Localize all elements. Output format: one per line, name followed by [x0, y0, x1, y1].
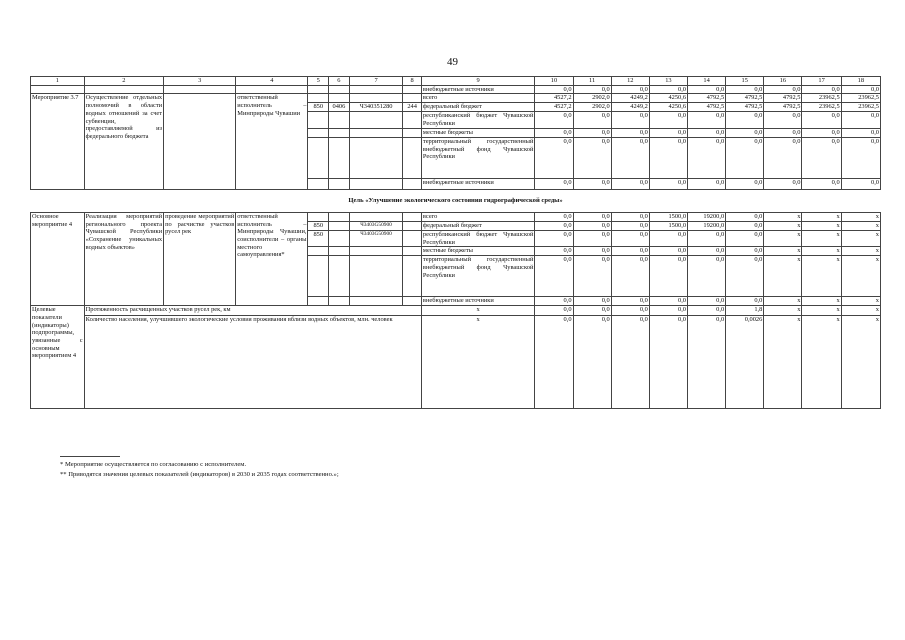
column-header: 10: [535, 77, 573, 86]
column-header: 14: [688, 77, 726, 86]
value-cell: 0,0: [649, 230, 687, 246]
value-cell: 0,0: [611, 316, 649, 409]
value-cell: 0,0: [802, 112, 841, 128]
value-cell: 23962,5: [802, 94, 841, 103]
value-cell: 0,0: [611, 178, 649, 189]
value-cell: 4249,2: [611, 103, 649, 112]
value-cell: x: [841, 212, 880, 221]
value-cell: 0,0: [573, 297, 611, 306]
table-cell: [329, 256, 350, 297]
code-cell: 244: [403, 103, 422, 112]
column-header: 1: [31, 77, 85, 86]
code-cell: [308, 178, 329, 189]
value-cell: 4527,2: [535, 103, 573, 112]
table-cell: [403, 212, 422, 221]
value-cell: 0,0: [573, 306, 611, 316]
value-cell: 0,0: [688, 297, 726, 306]
column-header: 3: [164, 77, 236, 86]
code-cell: [308, 256, 329, 297]
code-cell: [329, 178, 350, 189]
value-cell: 0,0: [688, 306, 726, 316]
code-cell: [349, 178, 403, 189]
value-cell: x: [802, 297, 841, 306]
value-cell: 0,0: [726, 221, 764, 230]
value-cell: 19200,0: [688, 212, 726, 221]
funding-source: внебюджетные источники: [421, 297, 534, 306]
value-cell: 0,0: [535, 221, 573, 230]
value-cell: x: [764, 212, 802, 221]
value-cell: 0,0: [649, 112, 687, 128]
table-cell: [403, 247, 422, 256]
table-cell: [403, 297, 422, 306]
value-cell: 0,0: [573, 247, 611, 256]
table-cell: [403, 221, 422, 230]
table-cell: [236, 85, 308, 94]
value-cell: x: [841, 247, 880, 256]
measure-activity: проведение мероприятий по расчистке участков русел рек: [164, 212, 236, 305]
goal-title: Цель «Улучшение экологического состояния гидрографической среды»: [31, 189, 881, 212]
indicator-text: Протяженность расчищенных участков русел рек, км: [84, 306, 421, 316]
indicator-unit: x: [421, 306, 534, 316]
value-cell: 19200,0: [688, 221, 726, 230]
value-cell: 23962,5: [841, 94, 880, 103]
column-header: 9: [421, 77, 534, 86]
value-cell: 0,0: [764, 128, 802, 137]
funding-source: всего: [421, 212, 534, 221]
value-cell: 0,0: [688, 137, 726, 178]
column-header: 8: [403, 77, 422, 86]
column-header: 2: [84, 77, 163, 86]
indicators-label: Целевые показатели (индикаторы) подпрограммы, увязанные с основным мероприятием 4: [31, 306, 85, 409]
code-cell: [349, 94, 403, 103]
program-table: [30, 76, 881, 409]
value-cell: 0,0: [726, 85, 764, 94]
value-cell: x: [764, 221, 802, 230]
value-cell: 0,0: [535, 256, 573, 297]
code-cell: [403, 178, 422, 189]
code-cell: [329, 112, 350, 128]
value-cell: 0,0: [611, 85, 649, 94]
value-cell: 4249,2: [611, 94, 649, 103]
code-cell: [308, 212, 329, 221]
value-cell: 0,0: [611, 230, 649, 246]
table-row: [31, 212, 881, 221]
value-cell: 4527,2: [535, 94, 573, 103]
funding-source: территориальный государственный внебюджетный фонд Чувашской Республики: [421, 256, 534, 297]
value-cell: 0,0: [726, 112, 764, 128]
value-cell: 0,0: [688, 85, 726, 94]
code-cell: Ч3403G50900: [349, 221, 403, 230]
value-cell: 0,0: [535, 137, 573, 178]
funding-source: федеральный бюджет: [421, 221, 534, 230]
table-cell: [308, 85, 329, 94]
footnote-1: * Мероприятие осуществляется по согласованию с исполнителем.: [60, 461, 247, 468]
code-cell: 0406: [329, 103, 350, 112]
column-header: 5: [308, 77, 329, 86]
responsible: ответственный исполнитель – Минприроды Чувашии, соисполнители – органы местного самоуправления*: [236, 212, 308, 305]
column-header: 17: [802, 77, 841, 86]
code-cell: 850: [308, 103, 329, 112]
code-cell: [329, 137, 350, 178]
table-cell: [403, 230, 422, 246]
value-cell: 0,0: [726, 178, 764, 189]
value-cell: x: [802, 247, 841, 256]
value-cell: 0,0: [573, 85, 611, 94]
code-cell: 850: [308, 221, 329, 230]
code-cell: [349, 297, 403, 306]
table-cell: [349, 85, 403, 94]
value-cell: 0,0: [841, 178, 880, 189]
value-cell: 0,0: [573, 128, 611, 137]
code-cell: [308, 112, 329, 128]
value-cell: 4792,5: [726, 103, 764, 112]
column-header: 7: [349, 77, 403, 86]
value-cell: 0,0: [573, 212, 611, 221]
code-cell: [403, 112, 422, 128]
code-cell: Ч3403G50900: [349, 230, 403, 246]
value-cell: 4792,5: [726, 94, 764, 103]
funding-source: федеральный бюджет: [421, 103, 534, 112]
value-cell: 0,0: [535, 316, 573, 409]
code-cell: [308, 137, 329, 178]
value-cell: x: [802, 316, 841, 409]
table-cell: [403, 256, 422, 297]
measure-description: Осуществление отдельных полномочий в области водных отношений за счет субвенции, предоставляемой из федерального бюджета: [84, 94, 163, 189]
code-cell: [349, 247, 403, 256]
table-cell: [329, 247, 350, 256]
value-cell: 1500,0: [649, 212, 687, 221]
value-cell: 0,0: [688, 256, 726, 297]
table-cell: [164, 94, 236, 189]
code-cell: [308, 94, 329, 103]
value-cell: 0,0: [841, 112, 880, 128]
funding-source: всего: [421, 94, 534, 103]
value-cell: x: [841, 256, 880, 297]
value-cell: 0,0: [726, 297, 764, 306]
value-cell: 0,0: [649, 137, 687, 178]
value-cell: 0,0: [688, 316, 726, 409]
value-cell: 4792,5: [764, 94, 802, 103]
value-cell: 0,0: [802, 128, 841, 137]
value-cell: x: [764, 256, 802, 297]
value-cell: 0,0: [802, 137, 841, 178]
table-cell: [329, 230, 350, 246]
header-row: [31, 77, 881, 86]
value-cell: x: [764, 306, 802, 316]
column-header: 15: [726, 77, 764, 86]
table-cell: [164, 85, 236, 94]
funding-source: республиканский бюджет Чувашской Республики: [422, 230, 534, 246]
value-cell: 0,0: [573, 221, 611, 230]
value-cell: 0,0: [535, 128, 573, 137]
value-cell: x: [841, 221, 880, 230]
measure-description: Реализация мероприятий регионального проекта Чувашской Республики «Сохранение уникальных водных объектов»: [84, 212, 163, 305]
value-cell: 0,0: [688, 112, 726, 128]
value-cell: 0,0: [649, 128, 687, 137]
column-header: 6: [329, 77, 350, 86]
value-cell: x: [802, 221, 841, 230]
value-cell: 0,0: [688, 247, 726, 256]
value-cell: 0,0: [726, 137, 764, 178]
table-cell: [329, 221, 350, 230]
value-cell: x: [841, 306, 880, 316]
table-cell: [329, 212, 350, 221]
table-cell: [403, 85, 422, 94]
value-cell: 0,0: [573, 112, 611, 128]
value-cell: 0,0: [611, 128, 649, 137]
code-cell: [403, 128, 422, 137]
responsible: ответственный исполнитель – Минприроды Чувашии: [236, 94, 308, 189]
value-cell: 0,0: [573, 230, 611, 246]
value-cell: 0,0: [649, 256, 687, 297]
footnote-2: ** Приводятся значения целевых показателей (индикаторов) в 2030 и 2035 годах соответственно.»;: [60, 471, 339, 478]
code-cell: [329, 94, 350, 103]
value-cell: 4792,5: [688, 94, 726, 103]
value-cell: 0,0: [535, 178, 573, 189]
column-header: 18: [841, 77, 880, 86]
value-cell: 0,0: [764, 178, 802, 189]
value-cell: 0,0: [841, 137, 880, 178]
value-cell: 0,0: [688, 128, 726, 137]
value-cell: 0,0: [649, 306, 687, 316]
table-cell: [329, 297, 350, 306]
value-cell: 0,0: [649, 178, 687, 189]
code-cell: [349, 137, 403, 178]
measure-name: Мероприятие 3.7: [31, 94, 85, 189]
value-cell: 4250,6: [649, 103, 687, 112]
value-cell: x: [764, 316, 802, 409]
value-cell: 0,0: [802, 178, 841, 189]
code-cell: [329, 128, 350, 137]
value-cell: 0,0: [535, 230, 573, 246]
value-cell: 0,0: [611, 306, 649, 316]
value-cell: 0,0: [611, 212, 649, 221]
code-cell: [308, 128, 329, 137]
value-cell: 2902,0: [573, 103, 611, 112]
value-cell: 0,0: [764, 112, 802, 128]
value-cell: 0,0: [841, 128, 880, 137]
funding-source: республиканский бюджет Чувашской Республики: [422, 112, 534, 128]
value-cell: 0,0: [726, 128, 764, 137]
table-cell: [31, 85, 85, 94]
column-header: 11: [573, 77, 611, 86]
funding-source: внебюджетные источники: [421, 178, 534, 189]
value-cell: 0,0: [764, 137, 802, 178]
value-cell: 0,0: [688, 178, 726, 189]
column-header: 16: [764, 77, 802, 86]
value-cell: x: [802, 306, 841, 316]
footnote-separator: [60, 456, 120, 457]
value-cell: x: [841, 297, 880, 306]
value-cell: 0,0: [726, 230, 764, 246]
value-cell: 0,0: [535, 297, 573, 306]
value-cell: 0,0: [764, 85, 802, 94]
table-cell: [84, 85, 163, 94]
page-number: 49: [447, 56, 458, 68]
value-cell: 0,0: [611, 297, 649, 306]
value-cell: 0,0026: [726, 316, 764, 409]
code-cell: [403, 137, 422, 178]
value-cell: 0,0: [726, 212, 764, 221]
code-cell: [308, 297, 329, 306]
value-cell: x: [802, 256, 841, 297]
value-cell: x: [764, 247, 802, 256]
value-cell: 0,0: [535, 112, 573, 128]
value-cell: 4250,6: [649, 94, 687, 103]
table-row: [31, 94, 881, 103]
column-header: 4: [236, 77, 308, 86]
value-cell: 0,0: [611, 221, 649, 230]
column-header: 12: [611, 77, 649, 86]
value-cell: 0,0: [649, 85, 687, 94]
funding-source: местные бюджеты: [421, 247, 534, 256]
code-cell: [349, 112, 403, 128]
code-cell: [349, 212, 403, 221]
value-cell: 23962,5: [841, 103, 880, 112]
value-cell: 0,0: [573, 137, 611, 178]
value-cell: 1,8: [726, 306, 764, 316]
funding-source: территориальный государственный внебюджетный фонд Чувашской Республики: [421, 137, 534, 178]
goal-row: [31, 189, 881, 212]
value-cell: x: [802, 212, 841, 221]
value-cell: 0,0: [802, 85, 841, 94]
value-cell: 0,0: [726, 256, 764, 297]
measure-name: Основное мероприятие 4: [31, 212, 85, 305]
value-cell: 0,0: [611, 112, 649, 128]
code-cell: [308, 247, 329, 256]
value-cell: 0,0: [535, 247, 573, 256]
value-cell: x: [764, 297, 802, 306]
code-cell: [349, 128, 403, 137]
value-cell: 4792,5: [764, 103, 802, 112]
value-cell: 0,0: [611, 256, 649, 297]
funding-source: внебюджетные источники: [421, 85, 534, 94]
value-cell: 4792,5: [688, 103, 726, 112]
value-cell: 23962,5: [802, 103, 841, 112]
value-cell: 0,0: [649, 247, 687, 256]
value-cell: 0,0: [535, 212, 573, 221]
value-cell: x: [764, 230, 802, 246]
value-cell: 0,0: [688, 230, 726, 246]
indicator-text: Количество населения, улучшившего экологические условия проживания вблизи водных объектов, млн. человек: [84, 316, 421, 409]
code-cell: [349, 256, 403, 297]
indicator-unit: x: [421, 316, 534, 409]
value-cell: 0,0: [649, 316, 687, 409]
value-cell: 0,0: [611, 137, 649, 178]
value-cell: 0,0: [573, 256, 611, 297]
table-row: [31, 85, 881, 94]
code-cell: [403, 94, 422, 103]
code-cell: 850: [308, 230, 329, 246]
table-cell: [329, 85, 350, 94]
value-cell: x: [841, 316, 880, 409]
value-cell: 0,0: [726, 247, 764, 256]
funding-source: местные бюджеты: [421, 128, 534, 137]
column-header: 13: [649, 77, 687, 86]
table-row: [31, 316, 881, 409]
table-row: [31, 306, 881, 316]
value-cell: 2902,0: [573, 94, 611, 103]
value-cell: 0,0: [535, 306, 573, 316]
value-cell: 0,0: [841, 85, 880, 94]
code-cell: Ч340351280: [349, 103, 403, 112]
value-cell: 0,0: [649, 297, 687, 306]
value-cell: 1500,0: [649, 221, 687, 230]
value-cell: 0,0: [573, 316, 611, 409]
value-cell: x: [841, 230, 880, 246]
value-cell: 0,0: [535, 85, 573, 94]
value-cell: 0,0: [611, 247, 649, 256]
value-cell: x: [802, 230, 841, 246]
value-cell: 0,0: [573, 178, 611, 189]
